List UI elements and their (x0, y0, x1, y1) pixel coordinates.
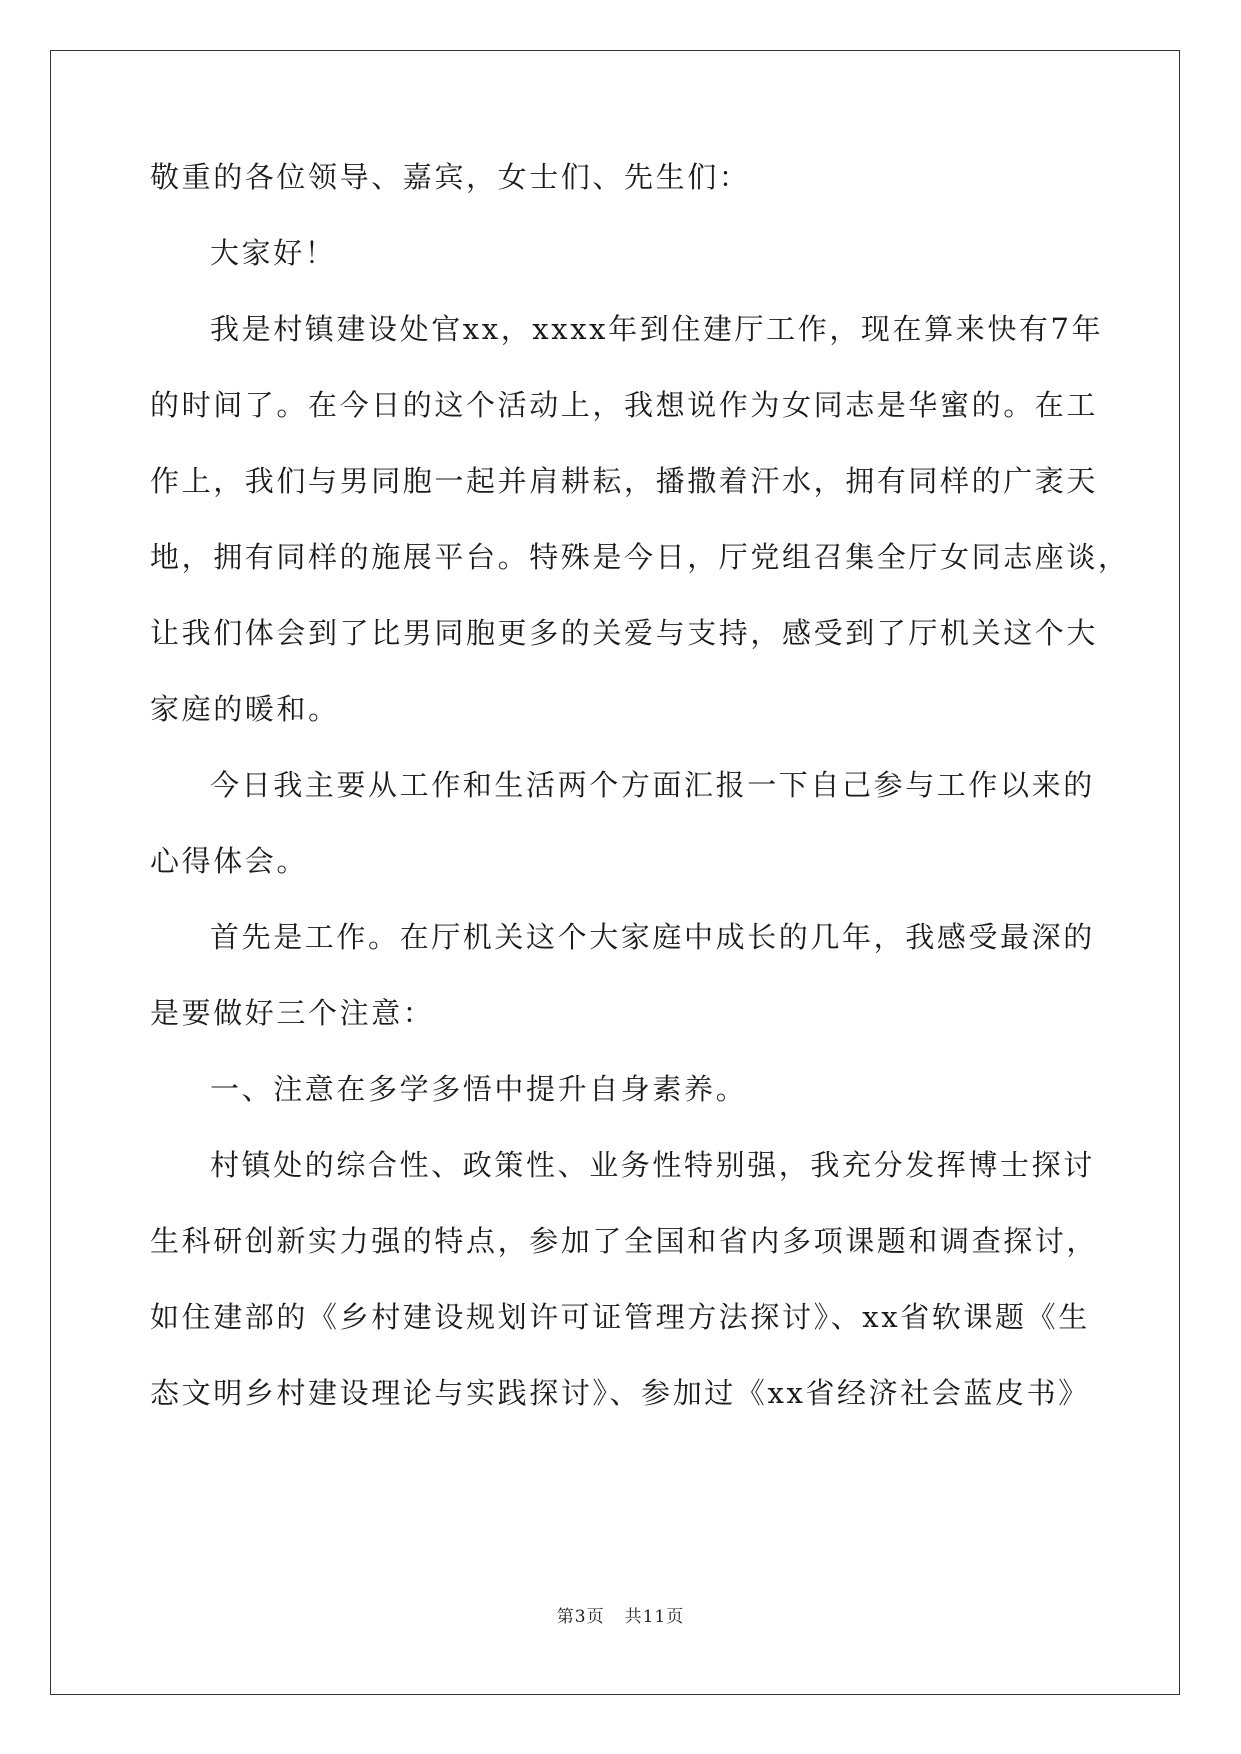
text-line: 今日我主要从工作和生活两个方面汇报一下自己参与工作以来的 (210, 768, 1095, 802)
text-line: 地，拥有同样的施展平台。特殊是今日，厅党组召集全厅女同志座谈， (150, 540, 1130, 574)
text-line: 首先是工作。在厅机关这个大家庭中成长的几年，我感受最深的 (210, 920, 1095, 954)
text-line: 生科研创新实力强的特点，参加了全国和省内多项课题和调查探讨， (150, 1224, 1099, 1258)
text-line: 大家好！ (210, 236, 337, 270)
text-line: 家庭的暖和。 (150, 692, 340, 726)
text-line: 心得体会。 (150, 844, 309, 878)
text-line: 如住建部的《乡村建设规划许可证管理方法探讨》、xx省软课题《生 (150, 1300, 1090, 1334)
text-line: 我是村镇建设处官xx，xxxx年到住建厅工作，现在算来快有7年 (210, 312, 1104, 346)
text-line: 是要做好三个注意： (150, 996, 435, 1030)
page-footer (0, 1602, 1241, 1627)
text-line: 村镇处的综合性、政策性、业务性特别强，我充分发挥博士探讨 (210, 1148, 1095, 1182)
text-line: 作上，我们与男同胞一起并肩耕耘，播撒着汗水，拥有同样的广袤天 (150, 464, 1099, 498)
text-line: 态文明乡村建设理论与实践探讨》、参加过《xx省经济社会蓝皮书》 (150, 1376, 1090, 1410)
text-line: 让我们体会到了比男同胞更多的关爱与支持，感受到了厅机关这个大 (150, 616, 1099, 650)
text-line: 一、注意在多学多悟中提升自身素养。 (210, 1072, 748, 1106)
page-number: 第3页 (556, 1607, 605, 1627)
text-line: 敬重的各位领导、嘉宾，女士们、先生们： (150, 160, 751, 194)
page-total: 共11页 (624, 1607, 685, 1627)
text-line: 的时间了。在今日的这个活动上，我想说作为女同志是华蜜的。在工 (150, 388, 1099, 422)
